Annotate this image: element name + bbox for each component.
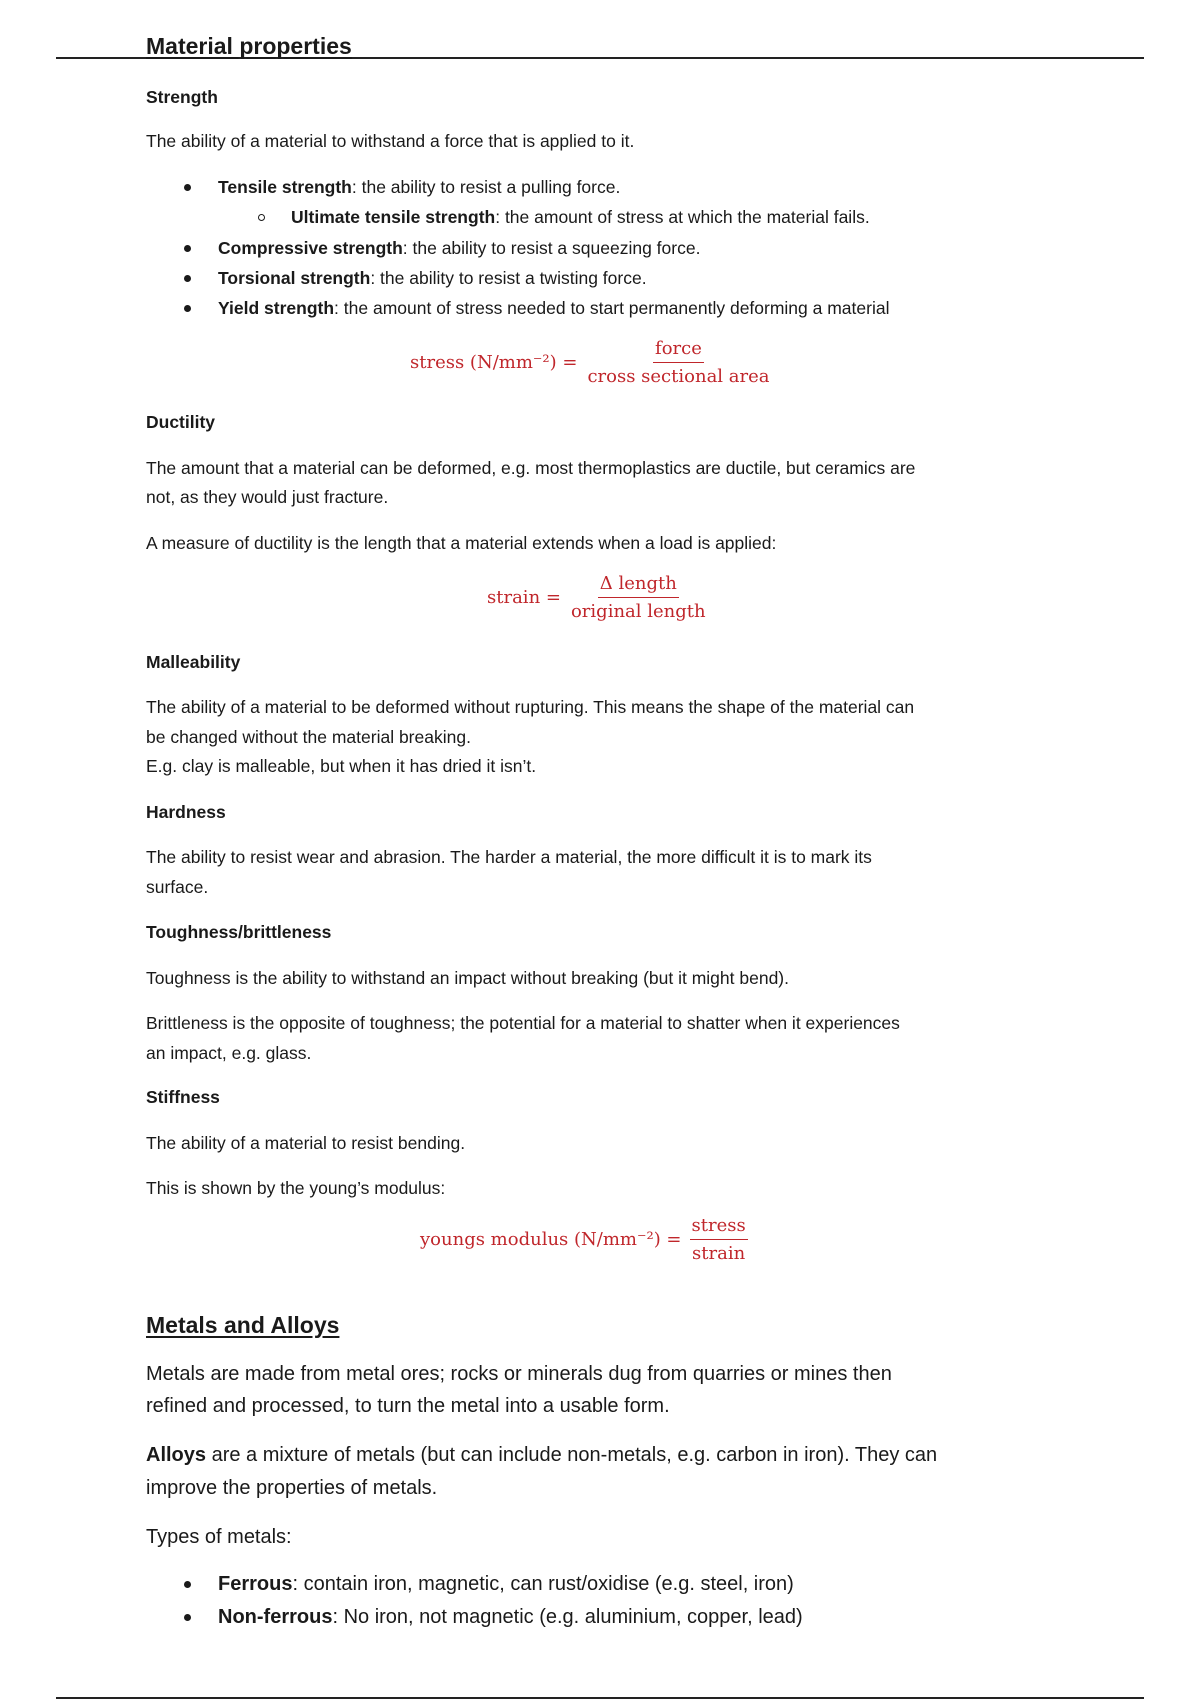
page-title: Material properties: [146, 33, 352, 59]
list-item: Tensile strength: the ability to resist a pulling force.: [218, 177, 621, 197]
paragraph: improve the properties of metals.: [146, 1477, 438, 1499]
paragraph: Brittleness is the opposite of toughness; the potential for a material to shatter when it experiences: [146, 1013, 900, 1033]
stress-formula: stress (N/mm⁻²) = $\frac{\text{force}}{\text{cross sectional area}}$: [410, 338, 770, 387]
paragraph: The ability of a material to resist bending.: [146, 1133, 466, 1153]
paragraph: The amount that a material can be deformed, e.g. most thermoplastics are ductile, but ceramics are: [146, 458, 916, 478]
heading-malleability: Malleability: [146, 652, 241, 672]
paragraph: This is shown by the young’s modulus:: [146, 1178, 446, 1198]
paragraph: A measure of ductility is the length that a material extends when a load is applied:: [146, 533, 777, 553]
paragraph: Toughness is the ability to withstand an impact without breaking (but it might bend).: [146, 968, 789, 988]
strain-formula: strain = $\frac{\text{Δ length}}{\text{original length}}$: [487, 573, 706, 622]
paragraph: E.g. clay is malleable, but when it has dried it isn’t.: [146, 756, 537, 776]
bullet-icon: [184, 1581, 191, 1588]
youngs-modulus-formula: youngs modulus (N/mm⁻²) = $\frac{\text{stress}}{\text{strain}}$: [420, 1215, 746, 1264]
paragraph: The ability to resist wear and abrasion. The harder a material, the more difficult it is to mark its: [146, 847, 872, 867]
strength-intro: The ability of a material to withstand a force that is applied to it.: [146, 131, 635, 151]
paragraph: Metals are made from metal ores; rocks or minerals dug from quarries or mines then: [146, 1363, 892, 1385]
heading-metals-and-alloys: Metals and Alloys: [146, 1312, 340, 1338]
bullet-icon: [184, 245, 191, 252]
heading-hardness: Hardness: [146, 802, 226, 822]
paragraph: The ability of a material to be deformed without rupturing. This means the shape of the material can: [146, 697, 915, 717]
paragraph: Alloys are a mixture of metals (but can include non-metals, e.g. carbon in iron). They can: [146, 1444, 938, 1466]
paragraph: surface.: [146, 877, 209, 897]
heading-toughness: Toughness/brittleness: [146, 922, 332, 942]
sub-bullet-icon: [258, 214, 265, 221]
paragraph: be changed without the material breaking.: [146, 727, 471, 747]
list-item: Non-ferrous: No iron, not magnetic (e.g. aluminium, copper, lead): [218, 1606, 803, 1628]
paragraph: refined and processed, to turn the metal into a usable form.: [146, 1395, 670, 1417]
list-item: Ferrous: contain iron, magnetic, can rust/oxidise (e.g. steel, iron): [218, 1573, 794, 1595]
list-item: Compressive strength: the ability to resist a squeezing force.: [218, 238, 701, 258]
paragraph: an impact, e.g. glass.: [146, 1043, 312, 1063]
heading-stiffness: Stiffness: [146, 1087, 220, 1107]
list-item: Yield strength: the amount of stress needed to start permanently deforming a material: [218, 298, 890, 318]
bullet-icon: [184, 305, 191, 312]
bullet-icon: [184, 184, 191, 191]
paragraph: not, as they would just fracture.: [146, 487, 389, 507]
heading-strength: Strength: [146, 87, 218, 107]
heading-ductility: Ductility: [146, 412, 216, 432]
paragraph: Types of metals:: [146, 1526, 292, 1548]
footer-rule: [56, 1697, 1144, 1699]
list-item: Ultimate tensile strength: the amount of stress at which the material fails.: [291, 207, 870, 227]
list-item: Torsional strength: the ability to resist a twisting force.: [218, 268, 647, 288]
bullet-icon: [184, 1614, 191, 1621]
bullet-icon: [184, 275, 191, 282]
